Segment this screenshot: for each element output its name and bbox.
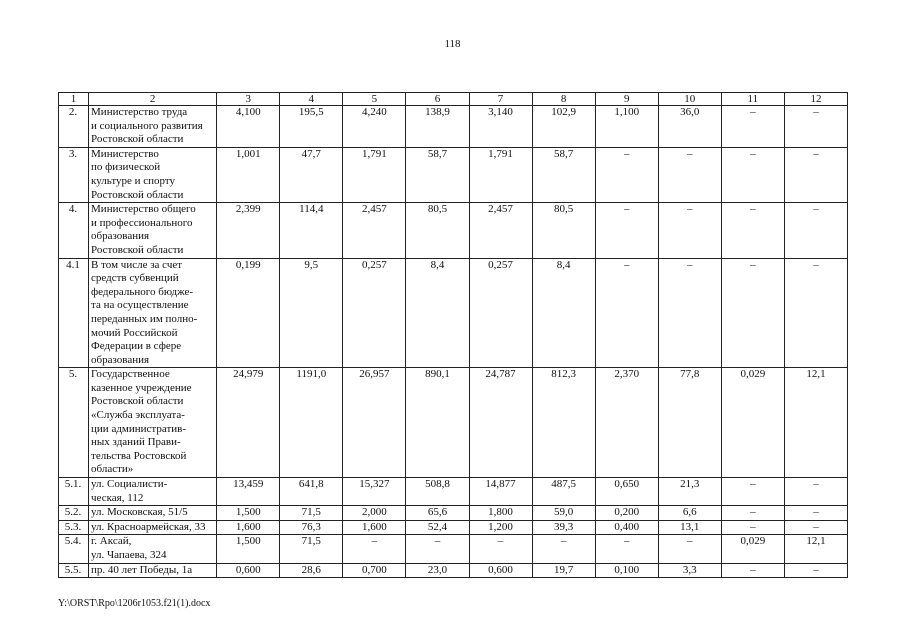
value-cell: 80,5 (532, 203, 595, 258)
table-row (59, 520, 848, 535)
value-cell: 812,3 (532, 368, 595, 478)
value-cell: 1,500 (217, 506, 280, 521)
value-cell: 114,4 (280, 203, 343, 258)
value-cell: 36,0 (658, 106, 721, 148)
value-cell: 0,700 (343, 563, 406, 578)
value-cell: 8,4 (406, 258, 469, 368)
value-cell: 3,140 (469, 106, 532, 148)
organization-name-cell: Министерство труда и социального развития Ростовской области (89, 106, 217, 148)
value-cell: 487,5 (532, 478, 595, 506)
value-cell: 14,877 (469, 478, 532, 506)
value-cell: – (658, 203, 721, 258)
value-cell: 0,600 (469, 563, 532, 578)
row-number-cell: 5.1. (59, 478, 89, 506)
value-cell: 24,787 (469, 368, 532, 478)
value-cell: 12,1 (784, 535, 847, 563)
table-row (59, 506, 848, 521)
value-cell: 6,6 (658, 506, 721, 521)
value-cell: 3,3 (658, 563, 721, 578)
value-cell: – (721, 203, 784, 258)
value-cell: 71,5 (280, 506, 343, 521)
organization-name-cell: Государственное казенное учреждение Ростовской области «Служба эксплуата- ции административ- ных зданий Прави- тельства Ростовской области» (89, 368, 217, 478)
column-number-header: 5 (343, 93, 406, 106)
value-cell: 71,5 (280, 535, 343, 563)
table-row (59, 203, 848, 258)
value-cell: 12,1 (784, 368, 847, 478)
table-row (59, 368, 848, 478)
table-row (59, 535, 848, 563)
value-cell: 2,457 (469, 203, 532, 258)
value-cell: 24,979 (217, 368, 280, 478)
column-number-header: 9 (595, 93, 658, 106)
value-cell: 1,200 (469, 520, 532, 535)
row-number-cell: 5.4. (59, 535, 89, 563)
column-number-header: 10 (658, 93, 721, 106)
value-cell: 1,791 (469, 147, 532, 202)
value-cell: – (721, 258, 784, 368)
value-cell: 28,6 (280, 563, 343, 578)
column-number-header: 6 (406, 93, 469, 106)
table-header-row (59, 93, 848, 106)
value-cell: 138,9 (406, 106, 469, 148)
value-cell: – (595, 203, 658, 258)
value-cell: 1,100 (595, 106, 658, 148)
value-cell: – (784, 563, 847, 578)
value-cell: – (595, 535, 658, 563)
value-cell: 102,9 (532, 106, 595, 148)
value-cell: – (721, 478, 784, 506)
value-cell: 4,100 (217, 106, 280, 148)
value-cell: – (784, 520, 847, 535)
value-cell: – (469, 535, 532, 563)
row-number-cell: 5.2. (59, 506, 89, 521)
row-number-cell: 3. (59, 147, 89, 202)
value-cell: – (658, 535, 721, 563)
value-cell: 1,001 (217, 147, 280, 202)
value-cell: 1,600 (217, 520, 280, 535)
value-cell: 508,8 (406, 478, 469, 506)
organization-name-cell: В том числе за счет средств субвенций федерального бюдже- та на осуществление переданных им полно- мочий Российской Федерации в сфере образования (89, 258, 217, 368)
value-cell: 65,6 (406, 506, 469, 521)
budget-table (58, 92, 848, 578)
row-number-cell: 4.1 (59, 258, 89, 368)
value-cell: – (595, 258, 658, 368)
value-cell: 2,457 (343, 203, 406, 258)
value-cell: 80,5 (406, 203, 469, 258)
value-cell: 39,3 (532, 520, 595, 535)
value-cell: 0,257 (469, 258, 532, 368)
value-cell: 0,257 (343, 258, 406, 368)
value-cell: 13,459 (217, 478, 280, 506)
table-row (59, 478, 848, 506)
value-cell: 4,240 (343, 106, 406, 148)
value-cell: – (658, 147, 721, 202)
value-cell: 76,3 (280, 520, 343, 535)
value-cell: 0,400 (595, 520, 658, 535)
row-number-cell: 5. (59, 368, 89, 478)
value-cell: 1,791 (343, 147, 406, 202)
organization-name-cell: ул. Социалисти- ческая, 112 (89, 478, 217, 506)
organization-name-cell: ул. Московская, 51/5 (89, 506, 217, 521)
value-cell: 23,0 (406, 563, 469, 578)
value-cell: – (784, 258, 847, 368)
row-number-cell: 4. (59, 203, 89, 258)
value-cell: 2,399 (217, 203, 280, 258)
value-cell: 0,600 (217, 563, 280, 578)
column-number-header: 11 (721, 93, 784, 106)
value-cell: 47,7 (280, 147, 343, 202)
value-cell: 2,000 (343, 506, 406, 521)
value-cell: 1191,0 (280, 368, 343, 478)
value-cell: – (721, 147, 784, 202)
value-cell: – (343, 535, 406, 563)
value-cell: 0,200 (595, 506, 658, 521)
value-cell: 195,5 (280, 106, 343, 148)
value-cell: – (721, 563, 784, 578)
value-cell: 1,600 (343, 520, 406, 535)
table-row (59, 563, 848, 578)
value-cell: 0,199 (217, 258, 280, 368)
value-cell: 58,7 (406, 147, 469, 202)
file-path-footer: Y:\ORST\Rpo\1206r1053.f21(1).docx (58, 598, 211, 609)
value-cell: 2,370 (595, 368, 658, 478)
value-cell: – (784, 147, 847, 202)
value-cell: 641,8 (280, 478, 343, 506)
page-number: 118 (444, 38, 461, 50)
value-cell: – (406, 535, 469, 563)
column-number-header: 8 (532, 93, 595, 106)
value-cell: – (784, 203, 847, 258)
value-cell: 21,3 (658, 478, 721, 506)
value-cell: 8,4 (532, 258, 595, 368)
value-cell: 1,800 (469, 506, 532, 521)
value-cell: 0,029 (721, 535, 784, 563)
organization-name-cell: Министерство по физической культуре и спорту Ростовской области (89, 147, 217, 202)
value-cell: 0,029 (721, 368, 784, 478)
column-number-header: 2 (89, 93, 217, 106)
row-number-cell: 5.5. (59, 563, 89, 578)
row-number-cell: 2. (59, 106, 89, 148)
value-cell: – (721, 106, 784, 148)
value-cell: 1,500 (217, 535, 280, 563)
column-number-header: 12 (784, 93, 847, 106)
value-cell: – (784, 106, 847, 148)
value-cell: 59,0 (532, 506, 595, 521)
value-cell: 0,650 (595, 478, 658, 506)
organization-name-cell: пр. 40 лет Победы, 1а (89, 563, 217, 578)
table-body (59, 93, 848, 578)
row-number-cell: 5.3. (59, 520, 89, 535)
value-cell: – (784, 506, 847, 521)
value-cell: – (721, 520, 784, 535)
value-cell: 9,5 (280, 258, 343, 368)
column-number-header: 7 (469, 93, 532, 106)
value-cell: 0,100 (595, 563, 658, 578)
value-cell: – (658, 258, 721, 368)
table-row (59, 106, 848, 148)
value-cell: – (784, 478, 847, 506)
table-row (59, 258, 848, 368)
value-cell: 52,4 (406, 520, 469, 535)
value-cell: 890,1 (406, 368, 469, 478)
column-number-header: 1 (59, 93, 89, 106)
value-cell: 77,8 (658, 368, 721, 478)
value-cell: 13,1 (658, 520, 721, 535)
value-cell: 19,7 (532, 563, 595, 578)
value-cell: – (532, 535, 595, 563)
table-row (59, 147, 848, 202)
value-cell: – (721, 506, 784, 521)
value-cell: 58,7 (532, 147, 595, 202)
organization-name-cell: г. Аксай, ул. Чапаева, 324 (89, 535, 217, 563)
value-cell: 15,327 (343, 478, 406, 506)
organization-name-cell: ул. Красноармейская, 33 (89, 520, 217, 535)
column-number-header: 3 (217, 93, 280, 106)
value-cell: – (595, 147, 658, 202)
value-cell: 26,957 (343, 368, 406, 478)
organization-name-cell: Министерство общего и профессионального образования Ростовской области (89, 203, 217, 258)
column-number-header: 4 (280, 93, 343, 106)
